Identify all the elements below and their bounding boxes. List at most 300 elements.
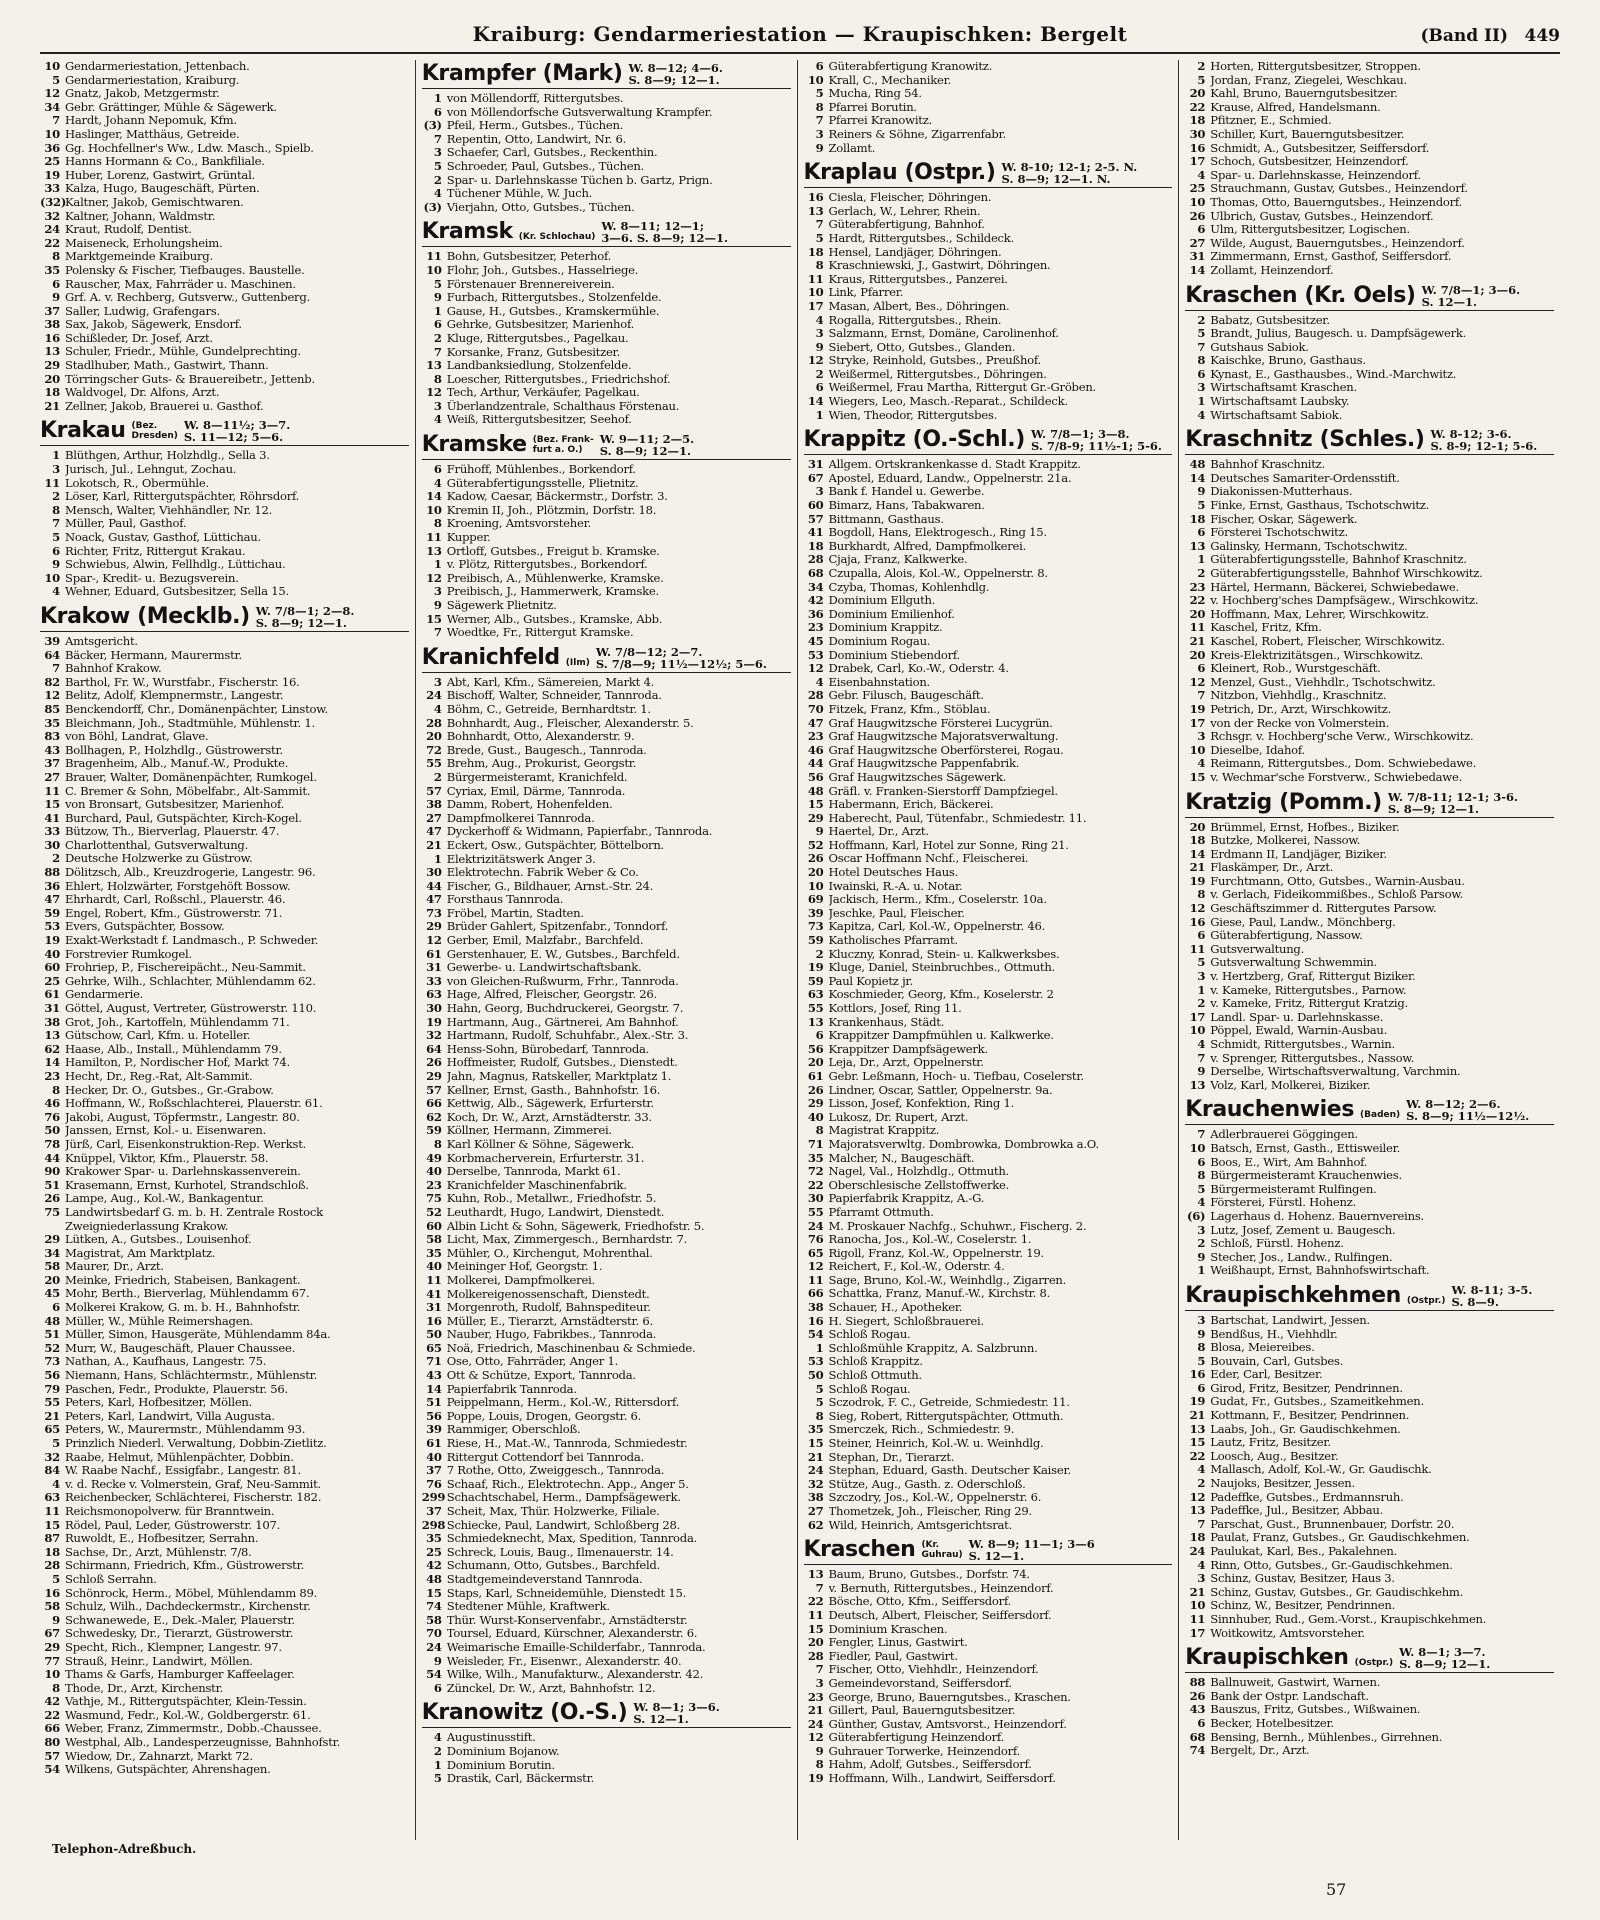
phone-number: 20: [426, 729, 442, 744]
phone-number: 5: [1197, 1353, 1206, 1368]
phone-number: 10: [426, 262, 442, 277]
directory-entry: [1185, 458, 1554, 472]
directory-entry: [804, 1192, 1173, 1206]
subscriber-text: Stadtgemeindeverstand Tannroda.: [446, 1572, 643, 1586]
subscriber-text: Malcher, N., Baugeschäft.: [828, 1151, 975, 1165]
directory-entry: [422, 1532, 791, 1546]
subscriber-text: Hage, Alfred, Fleischer, Georgstr. 26.: [446, 988, 657, 1002]
place-name: Krampfer (Mark): [421, 61, 623, 86]
phone-number: 63: [426, 987, 442, 1002]
directory-entry: [804, 1396, 1173, 1410]
subscriber-text: Strauchmann, Gustav, Gutsbes., Heinzendorf.: [1210, 182, 1468, 196]
subscriber-text: Schwanewede, E., Dek.-Maler, Plauerstr.: [65, 1613, 295, 1627]
subscriber-text: Meininger Hof, Georgstr. 1.: [446, 1260, 603, 1274]
phone-number: 7: [52, 113, 60, 128]
directory-entry: [422, 359, 791, 373]
directory-entry: [40, 662, 409, 676]
phone-number: 29: [807, 1096, 824, 1111]
directory-entry: [422, 1745, 791, 1759]
subscriber-text: Czyba, Thomas, Kohlenhdlg.: [828, 580, 990, 594]
subscriber-text: W. Raabe Nachf., Essigfabr., Langestr. 81.: [65, 1464, 301, 1478]
subscriber-text: Bollhagen, P., Holzhdlg., Güstrowerstr.: [65, 743, 283, 757]
subscriber-text: Thomas, Otto, Bauerngutsbes., Heinzendorf.: [1210, 195, 1462, 209]
directory-entry: [1185, 1079, 1554, 1093]
subscriber-text: Dominium Bojanow.: [446, 1744, 560, 1758]
subscriber-text: Schloß Ottmuth.: [828, 1369, 922, 1383]
directory-entry: [1185, 1572, 1554, 1586]
place-name: Krakau: [40, 418, 126, 444]
directory-entry: [40, 531, 409, 545]
phone-number: 27: [426, 810, 442, 825]
directory-entry: [1185, 821, 1554, 835]
subscriber-text: Furchtmann, Otto, Gutsbes., Warnin-Ausbau.: [1210, 874, 1465, 888]
phone-number: 36: [44, 878, 60, 893]
subscriber-text: Molkerei Krakow, G. m. b. H., Bahnhofstr.: [65, 1301, 301, 1315]
subscriber-text: Bischoff, Walter, Schneider, Tannroda.: [446, 689, 662, 703]
phone-number: 1: [1197, 982, 1206, 997]
directory-entry: [804, 594, 1173, 608]
phone-number: 9: [1197, 1326, 1206, 1341]
phone-number: 74: [426, 1599, 442, 1614]
directory-entry: [804, 1437, 1173, 1451]
directory-entry: [40, 1641, 409, 1655]
directory-entry: [40, 948, 409, 962]
phone-number: 10: [807, 72, 824, 87]
subscriber-text: Paschen, Fedr., Produkte, Plauerstr. 56.: [65, 1382, 288, 1396]
phone-number: 22: [807, 1177, 824, 1192]
subscriber-text: Zweigniederlassung Krakow.: [65, 1219, 229, 1233]
subscriber-text: Elektrizitätswerk Anger 3.: [446, 852, 596, 866]
phone-number: 25: [426, 1544, 442, 1559]
place-heading: [40, 419, 409, 446]
phone-number: 12: [807, 1730, 824, 1745]
subscriber-text: Ballnuweit, Gastwirt, Warnen.: [1210, 1676, 1381, 1690]
phone-number: 15: [426, 611, 442, 626]
subscriber-text: Böhm, C., Getreide, Bernhardtstr. 1.: [446, 702, 651, 716]
subscriber-text: Zünckel, Dr. W., Arzt, Bahnhofstr. 12.: [446, 1681, 656, 1695]
directory-entry: [40, 866, 409, 880]
phone-number: 3: [1197, 1222, 1206, 1237]
subscriber-text: Evers, Gutspächter, Bossow.: [65, 920, 225, 934]
directory-entry: [40, 545, 409, 559]
phone-number: 5: [1197, 326, 1206, 341]
phone-number: 13: [44, 344, 60, 359]
subscriber-text: v. Kameke, Fritz, Rittergut Kratzig.: [1210, 997, 1409, 1011]
subscriber-text: Hotel Deutsches Haus.: [828, 866, 959, 880]
directory-entry: [804, 1287, 1173, 1301]
phone-number: 35: [807, 1150, 824, 1165]
directory-entry: [422, 291, 791, 305]
phone-number: 24: [426, 1639, 442, 1654]
phone-number: 11: [1189, 941, 1206, 956]
subscriber-text: M. Proskauer Nachfg., Schuhwr., Fischerg. 2.: [828, 1219, 1087, 1233]
subscriber-text: Reichenbecker, Schlächterei, Fischerstr. 182.: [65, 1491, 322, 1505]
directory-entry: [40, 1206, 409, 1220]
phone-number: 8: [815, 258, 824, 273]
subscriber-text: Brehm, Aug., Prokurist, Georgstr.: [446, 757, 637, 771]
directory-entry: [40, 223, 409, 237]
directory-entry: [1185, 1065, 1554, 1079]
directory-entry: [40, 812, 409, 826]
phone-number: 35: [807, 1422, 824, 1437]
subscriber-text: Spar- u. Darlehnskasse Tüchen b. Gartz, Prign.: [446, 173, 713, 187]
phone-number: 15: [44, 797, 60, 812]
phone-number: 15: [807, 1621, 824, 1636]
subscriber-text: Papierfabrik Krappitz, A.-G.: [828, 1192, 985, 1206]
phone-number: 15: [1189, 1435, 1206, 1450]
directory-entry: [1185, 581, 1554, 595]
phone-number: 7: [1197, 339, 1206, 354]
phone-number: 22: [44, 235, 60, 250]
directory-entry: [804, 1124, 1173, 1138]
phone-number: 71: [426, 1354, 442, 1369]
phone-number: 14: [426, 489, 442, 504]
phone-number: 50: [44, 1123, 60, 1138]
directory-entry: [1185, 744, 1554, 758]
subscriber-text: Gillert, Paul, Bauerngutsbesitzer.: [828, 1704, 1016, 1718]
phone-number: 28: [426, 715, 442, 730]
phone-number: 1: [433, 851, 442, 866]
subscriber-text: Blüthgen, Arthur, Holzhdlg., Sella 3.: [65, 449, 270, 463]
place-name: Krauchenwies: [1185, 1097, 1355, 1123]
subscriber-text: Bohn, Gutsbesitzer, Peterhof.: [446, 250, 612, 264]
phone-number: 36: [44, 140, 60, 155]
phone-number: 17: [1189, 154, 1206, 169]
subscriber-text: Graf Haugwitzsches Sägewerk.: [828, 770, 1007, 784]
phone-number: 18: [807, 244, 824, 259]
subscriber-text: Bahnhof Krakow.: [65, 662, 162, 676]
place-heading: [1185, 428, 1554, 455]
directory-entry: [40, 689, 409, 703]
phone-number: 5: [433, 1771, 442, 1786]
subscriber-text: Stephan, Dr., Tierarzt.: [828, 1450, 955, 1464]
phone-number: 9: [815, 140, 824, 155]
subscriber-text: Dominium Emilienhof.: [828, 607, 955, 621]
phone-number: 7: [815, 1580, 824, 1595]
office-hours: W. 7/8—12; 2—7. S. 7/8—9; 11½—12½; 5—6.: [595, 644, 767, 671]
directory-entry: [804, 246, 1173, 260]
phone-number: 31: [44, 1001, 60, 1015]
phone-number: 2: [52, 489, 60, 504]
directory-entry: [804, 1758, 1173, 1772]
directory-entry: [804, 893, 1173, 907]
directory-entry: [1185, 499, 1554, 513]
phone-number: 22: [807, 1594, 824, 1609]
subscriber-text: Schinz, Gustav, Gutsbes., Gr. Gaudischkehm.: [1210, 1585, 1464, 1599]
phone-number: 19: [426, 1014, 442, 1029]
directory-entry: [422, 1759, 791, 1773]
directory-entry: [422, 757, 791, 771]
directory-entry: [804, 314, 1173, 328]
place-heading: [422, 220, 791, 247]
place-name: Kramske: [421, 432, 527, 458]
phone-number: 4: [1197, 167, 1206, 182]
subscriber-text: Schaaf, Rich., Elektrotechn. App., Anger 5.: [446, 1477, 689, 1491]
phone-number: 20: [1189, 819, 1206, 834]
subscriber-text: Kynast, E., Gasthausbes., Wind.-Marchwitz.: [1210, 367, 1457, 381]
directory-entry: [1185, 250, 1554, 264]
subscriber-text: Gütschow, Carl, Kfm. u. Hoteller.: [65, 1029, 251, 1043]
subscriber-text: Kadow, Caesar, Bäckermstr., Dorfstr. 3.: [446, 490, 668, 504]
phone-number: 79: [44, 1381, 60, 1396]
directory-entry: [422, 975, 791, 989]
directory-entry: [40, 74, 409, 88]
phone-number: 22: [1189, 99, 1206, 114]
subscriber-text: Schönrock, Herm., Möbel, Mühlendamm 89.: [65, 1586, 318, 1600]
phone-number: 29: [44, 358, 60, 373]
directory-entry: [804, 1328, 1173, 1342]
subscriber-text: Preibisch, A., Mühlenwerke, Kramske.: [446, 571, 664, 585]
directory-entry: [422, 1165, 791, 1179]
phone-number: 1: [1197, 1263, 1206, 1278]
phone-number: 7: [815, 113, 824, 128]
directory-entry: [422, 948, 791, 962]
subscriber-text: Günther, Gustav, Amtsvorst., Heinzendorf.: [828, 1717, 1067, 1731]
phone-number: 66: [44, 1721, 60, 1736]
directory-entry: [804, 1165, 1173, 1179]
directory-entry: [804, 1342, 1173, 1356]
subscriber-text: Försterei, Fürstl. Hohenz.: [1210, 1196, 1357, 1210]
directory-entry: [1185, 1341, 1554, 1355]
directory-entry: [40, 1260, 409, 1274]
phone-number: 20: [1189, 647, 1206, 662]
phone-number: 33: [426, 973, 442, 988]
phone-number: 8: [52, 502, 60, 517]
directory-entry: [804, 1478, 1173, 1492]
directory-entry: [40, 373, 409, 387]
phone-number: 23: [807, 1689, 824, 1704]
phone-number: 21: [807, 1449, 824, 1464]
directory-entry: [422, 613, 791, 627]
directory-entry: [40, 798, 409, 812]
office-hours: W. 8—11; 12—1; 3—6. S. 8—9; 12—1.: [601, 219, 729, 246]
phone-number: 10: [44, 1667, 60, 1682]
directory-entry: [804, 1745, 1173, 1759]
directory-entry: [422, 1029, 791, 1043]
directory-entry: [422, 626, 791, 640]
subscriber-text: Thometzek, Joh., Fleischer, Ring 29.: [828, 1504, 1032, 1518]
subscriber-text: Mallasch, Adolf, Kol.-W., Gr. Gaudischk.: [1210, 1463, 1432, 1477]
subscriber-text: Bürgermeisteramt Krauchenwies.: [1210, 1169, 1402, 1183]
phone-number: 13: [426, 358, 442, 373]
phone-number: 13: [807, 1567, 824, 1582]
directory-entry: [422, 119, 791, 133]
subscriber-text: Mensch, Walter, Viehhändler, Nr. 12.: [65, 503, 273, 517]
phone-number: 41: [807, 525, 824, 540]
subscriber-text: Tech, Arthur, Verkäufer, Pagelkau.: [446, 386, 640, 400]
directory-entry: [804, 300, 1173, 314]
directory-entry: [40, 291, 409, 305]
directory-column: [804, 60, 1180, 1840]
subscriber-text: Magistrat Krappitz.: [828, 1124, 940, 1138]
phone-number: 59: [44, 905, 60, 920]
directory-entry: [40, 345, 409, 359]
subscriber-text: Peters, Karl, Hofbesitzer, Möllen.: [65, 1396, 253, 1410]
phone-number: 44: [44, 1150, 60, 1165]
directory-entry: [804, 1247, 1173, 1261]
directory-entry: [804, 381, 1173, 395]
directory-entry: [40, 934, 409, 948]
phone-number: 18: [44, 385, 60, 400]
directory-entry: [422, 1274, 791, 1288]
phone-number: 5: [815, 1395, 824, 1410]
subscriber-text: Furbach, Rittergutsbes., Stolzenfelde.: [446, 291, 662, 305]
place-name: Krakow (Mecklb.): [40, 603, 250, 629]
subscriber-text: Paulukat, Karl, Bes., Pakalehnen.: [1210, 1545, 1398, 1558]
subscriber-text: Hartmann, Aug., Gärtnerei, Am Bahnhof.: [446, 1015, 679, 1029]
directory-entry: [804, 87, 1173, 101]
subscriber-text: Becker, Hotelbesitzer.: [1210, 1716, 1334, 1730]
subscriber-text: H. Siegert, Schloßbrauerei.: [828, 1314, 984, 1328]
subscriber-text: Blosa, Meiereibes.: [1210, 1341, 1315, 1355]
subscriber-text: Bäcker, Hermann, Maurermstr.: [65, 648, 242, 662]
subscriber-text: Kluge, Rittergutsbes., Pagelkau.: [446, 331, 629, 345]
directory-entry: [40, 1043, 409, 1057]
directory-entry: [804, 1451, 1173, 1465]
subscriber-text: Rchsgr. v. Hochberg'sche Verw., Wirschkowitz.: [1210, 730, 1474, 744]
directory-entry: [1185, 1038, 1554, 1052]
subscriber-text: Bergelt, Dr., Arzt.: [1210, 1744, 1310, 1758]
subscriber-text: Schirmann, Friedrich, Kfm., Güstrowerstr.: [65, 1559, 305, 1573]
place-section: [422, 433, 791, 640]
subscriber-text: Kroening, Amtsvorsteher.: [446, 517, 592, 531]
phone-number: 30: [426, 865, 442, 880]
subscriber-text: Ulbrich, Gustav, Gutsbes., Heinzendorf.: [1210, 209, 1434, 223]
subscriber-text: Hardt, Johann Nepomuk, Kfm.: [65, 114, 237, 128]
place-section: [1185, 60, 1554, 278]
directory-entry: [1185, 472, 1554, 486]
directory-entry: [804, 961, 1173, 975]
phone-number: 4: [433, 1730, 442, 1745]
directory-entry: [422, 717, 791, 731]
directory-entry: [1185, 1128, 1554, 1142]
directory-entry: [804, 934, 1173, 948]
subscriber-text: Noä, Friedrich, Maschinenbau & Schmiede.: [446, 1341, 696, 1355]
subscriber-text: Hahn, Georg, Buchdruckerei, Georgstr. 7.: [446, 1002, 684, 1016]
subscriber-text: Toursel, Eduard, Kürschner, Alexanderstr. 6.: [446, 1627, 698, 1641]
phone-number: 10: [807, 285, 824, 300]
subscriber-text: Koch, Dr. W., Arzt, Arnstädterstr. 33.: [446, 1110, 652, 1124]
subscriber-text: Bogdoll, Hans, Elektrogesch., Ring 15.: [828, 526, 1047, 540]
directory-entry: [804, 757, 1173, 771]
phone-number: 3: [433, 674, 442, 689]
directory-entry: [804, 744, 1173, 758]
subscriber-text: Wilde, August, Bauerngutsbes., Heinzendorf.: [1210, 236, 1465, 250]
subscriber-text: Hartmann, Rudolf, Schuhfabr., Alex.-Str. 3.: [446, 1029, 689, 1043]
phone-number: 1: [433, 1757, 442, 1772]
subscriber-text: Dieselbe, Idahof.: [1210, 743, 1305, 757]
phone-number: 41: [426, 1286, 442, 1301]
subscriber-text: Gutshaus Sabiok.: [1210, 340, 1309, 354]
directory-entry: [804, 1220, 1173, 1234]
subscriber-text: Scheit, Max, Thür. Holzwerke, Filiale.: [446, 1505, 660, 1518]
phone-number: 6: [1197, 525, 1206, 540]
phone-number: 29: [426, 1069, 442, 1083]
directory-entry: [804, 354, 1173, 368]
phone-number: 4: [1197, 1195, 1206, 1210]
subscriber-text: Barthol, Fr. W., Wurstfabr., Fischerstr. 16.: [65, 675, 300, 689]
subscriber-text: Stütze, Aug., Gasth. z. Oderschloß.: [828, 1477, 1026, 1491]
directory-entry: [1185, 1052, 1554, 1066]
directory-entry: [422, 880, 791, 894]
phone-number: 23: [807, 729, 824, 744]
subscriber-text: Bartschat, Landwirt, Jessen.: [1210, 1313, 1370, 1327]
directory-entry: [1185, 1744, 1554, 1758]
subscriber-text: Bleichmann, Joh., Stadtmühle, Mühlenstr. 1.: [65, 716, 315, 730]
subscriber-text: Gendarmeriestation, Kraiburg.: [65, 73, 240, 87]
directory-entry: [1185, 1251, 1554, 1265]
place-district-note: (Bez. Frank- furt a. O.): [532, 435, 594, 456]
subscriber-text: Flaskämper, Dr., Arzt.: [1210, 861, 1334, 875]
phone-number: 11: [426, 249, 442, 264]
directory-entry: [40, 880, 409, 894]
phone-number: 53: [807, 647, 824, 662]
subscriber-text: Schauer, H., Apotheker.: [828, 1301, 963, 1315]
directory-entry: [1185, 1531, 1554, 1545]
directory-entry: [40, 920, 409, 934]
directory-entry: [40, 60, 409, 74]
subscriber-text: Sage, Bruno, Kol.-W., Weinhdlg., Zigarren.: [828, 1273, 1067, 1287]
subscriber-text: Schloß Rogau.: [828, 1328, 911, 1342]
subscriber-text: Fröbel, Martin, Stadten.: [446, 906, 584, 920]
subscriber-text: Paulat, Franz, Gutsbes., Gr. Gaudischkehmen.: [1210, 1531, 1470, 1545]
directory-entry: [1185, 567, 1554, 581]
subscriber-text: Überlandzentrale, Schalthaus Förstenau.: [446, 399, 680, 413]
subscriber-text: Guhrauer Torwerke, Heinzendorf.: [828, 1744, 1020, 1758]
directory-entry: [40, 1301, 409, 1315]
subscriber-text: Dominium Ellguth.: [828, 594, 936, 608]
subscriber-text: Weiß, Rittergutsbesitzer, Seehof.: [446, 413, 632, 427]
subscriber-text: Salzmann, Ernst, Domäne, Carolinenhof.: [828, 327, 1059, 341]
phone-number: 15: [807, 1436, 824, 1450]
subscriber-text: Kalza, Hugo, Baugeschäft, Pürten.: [65, 182, 260, 196]
phone-number: 12: [807, 353, 824, 368]
directory-entry: [40, 114, 409, 128]
phone-number: 27: [807, 1503, 824, 1518]
subscriber-text: Rinn, Otto, Gutsbes., Gr.-Gaudischkehmen.: [1210, 1558, 1453, 1572]
directory-entry: [40, 1410, 409, 1424]
subscriber-text: Apostel, Eduard, Landw., Oppelnerstr. 21a.: [828, 471, 1072, 485]
directory-entry: [1185, 1717, 1554, 1731]
phone-number: 40: [426, 1164, 442, 1179]
phone-number: 10: [44, 126, 60, 141]
subscriber-text: Graf Haugwitzsche Försterei Lucygrün.: [828, 716, 1053, 730]
directory-entry: [1185, 1586, 1554, 1600]
phone-number: 63: [807, 987, 824, 1002]
directory-entry: [1185, 314, 1554, 328]
subscriber-text: Schuler, Friedr., Mühle, Gundelprechting.: [65, 345, 301, 359]
subscriber-text: Bimarz, Hans, Tabakwaren.: [828, 499, 985, 513]
subscriber-text: Sägewerk Plietnitz.: [446, 599, 557, 612]
subscriber-text: Kahl, Bruno, Bauerngutsbesitzer.: [1210, 87, 1398, 101]
phone-number: 52: [44, 1340, 60, 1355]
phone-number: 38: [807, 1300, 824, 1315]
directory-entry: [40, 463, 409, 477]
subscriber-text: Kreis-Elektrizitätsgen., Wirschkowitz.: [1210, 648, 1424, 662]
subscriber-text: Schloß, Fürstl. Hohenz.: [1210, 1237, 1344, 1251]
phone-number: 11: [44, 783, 60, 798]
directory-entry: [422, 1233, 791, 1247]
subscriber-text: Cyriax, Emil, Därme, Tannroda.: [446, 784, 626, 798]
phone-number: 24: [44, 222, 60, 237]
directory-entry: [804, 662, 1173, 676]
subscriber-text: Lutz, Josef, Zement u. Baugesch.: [1210, 1223, 1396, 1237]
directory-entry: [40, 155, 409, 169]
subscriber-text: v. Hertzberg, Graf, Rittergut Biziker.: [1210, 970, 1416, 984]
subscriber-text: Woedtke, Fr., Rittergut Kramske.: [446, 626, 634, 640]
phone-number: 6: [52, 1300, 60, 1315]
subscriber-text: Abt, Karl, Kfm., Sämereien, Markt 4.: [446, 675, 655, 689]
